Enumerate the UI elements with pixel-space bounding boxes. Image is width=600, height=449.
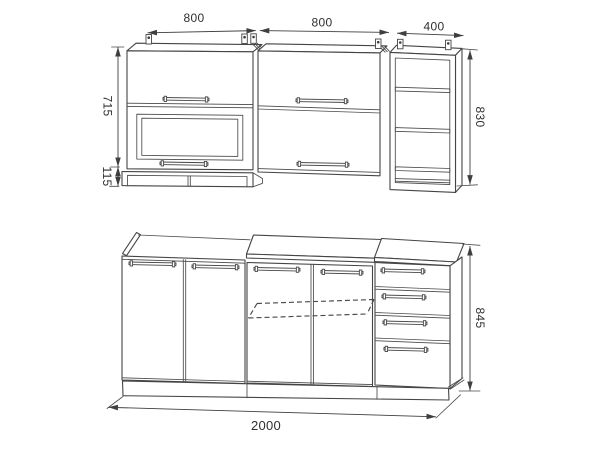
wall-shelf-unit [390, 45, 462, 192]
wall-cabinet-middle [258, 44, 387, 176]
wall-width-dimensions [148, 11, 464, 36]
unit-side-panel [456, 48, 463, 192]
dim-label-845: 845 [473, 307, 487, 329]
dim-label-800-middle: 800 [311, 15, 333, 30]
dim-line-2000 [109, 407, 437, 417]
dim-label-800-left: 800 [183, 11, 205, 25]
cabinet-front [247, 263, 373, 387]
dim-label-400: 400 [423, 19, 445, 34]
dim-label-2000: 2000 [250, 418, 282, 433]
shelf-side-wing [253, 173, 263, 187]
dim-line-800-left [148, 31, 256, 33]
wall-height-dimensions-left [100, 47, 124, 187]
hanger-bracket-icon [398, 39, 404, 49]
base-height-dimension [459, 244, 487, 391]
hanger-bracket-icon [376, 39, 382, 49]
base-section [107, 233, 487, 434]
wall-section [100, 11, 487, 192]
side-panel-back-edge [123, 233, 141, 256]
hanger-bracket-icon [242, 34, 248, 44]
base-width-dimension [107, 395, 461, 433]
dim-line-800-middle [260, 31, 389, 33]
dim-label-715: 715 [100, 95, 115, 117]
hanger-bracket-icon [251, 34, 256, 44]
open-bottom-shelf [122, 172, 263, 187]
base-cabinet-middle [247, 235, 382, 387]
hanger-bracket-icon [146, 35, 152, 45]
dim-line-400 [397, 33, 464, 35]
base-drawer-unit [375, 239, 465, 390]
wall-cabinet-left [122, 43, 263, 187]
cabinet-front [127, 51, 253, 170]
unit-side-panel [450, 257, 462, 389]
drawer-stack-front [375, 263, 450, 389]
extension-ticks [110, 47, 125, 186]
back-rail [139, 235, 251, 240]
cabinet-front [258, 51, 380, 176]
hanger-bracket-icon [446, 40, 452, 50]
dim-label-115: 115 [100, 166, 114, 187]
dim-label-830: 830 [473, 106, 487, 128]
base-cabinet-left [122, 233, 250, 384]
